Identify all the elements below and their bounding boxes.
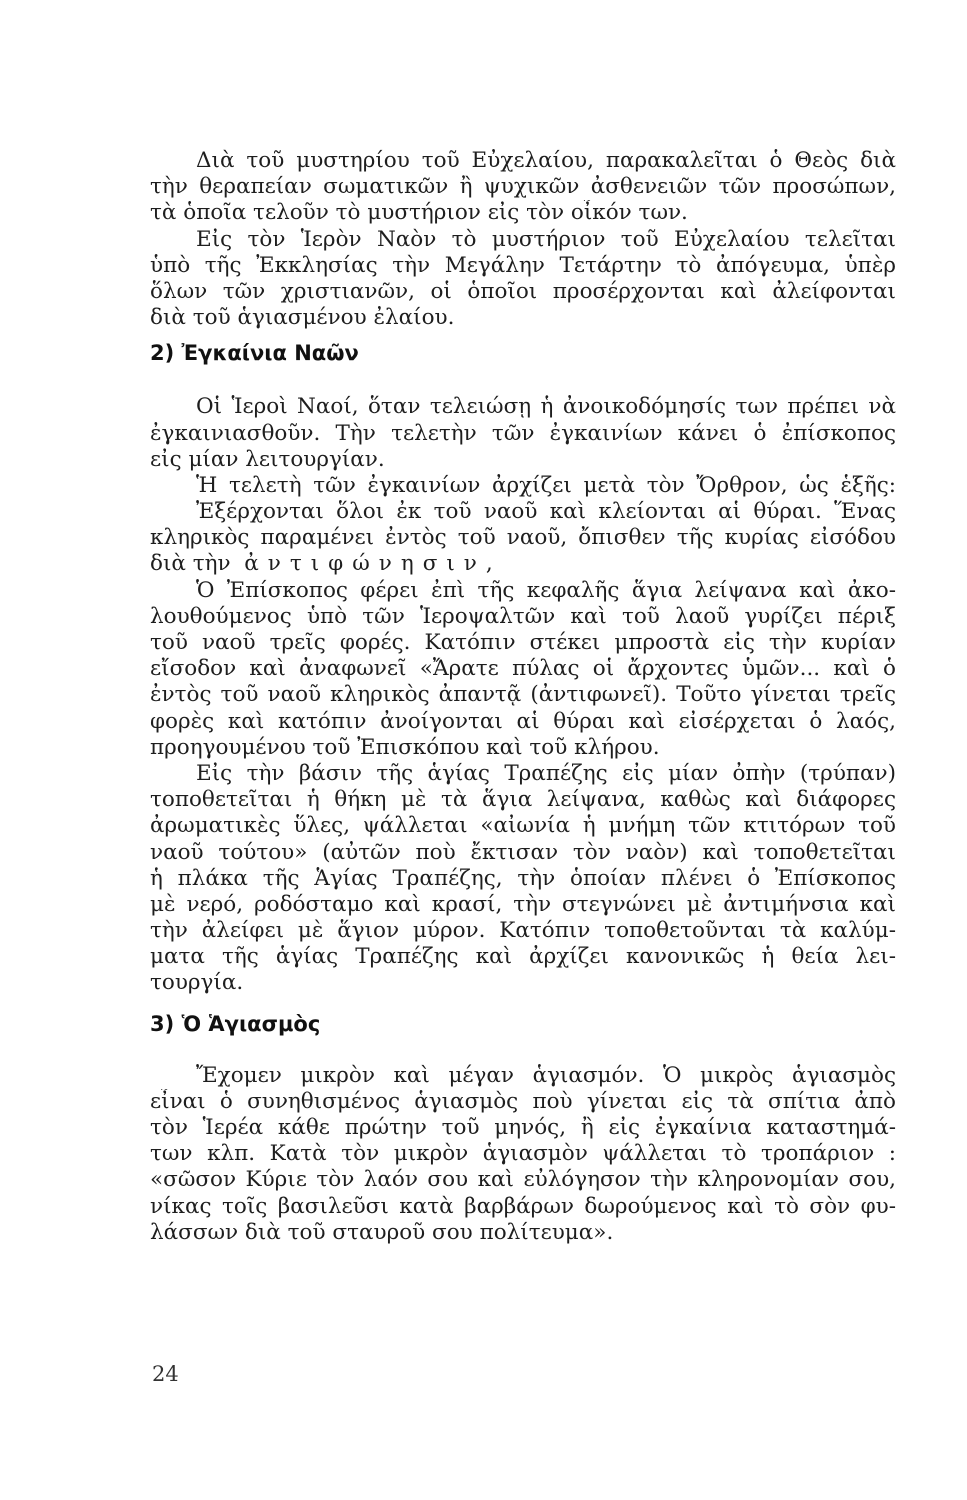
paragraph-euchelaion (150, 148, 896, 331)
text-line: ματα τῆς ἁγίας Τραπέζης καὶ ἀρχίζει κανονικῶς ἡ θεία λει- (150, 944, 896, 970)
text-line-antifonisin (150, 551, 896, 577)
text-line: εἴσοδον καὶ ἀναφωνεῖ «Ἄρατε πύλας οἱ ἄρχοντες ὑμῶν... καὶ ὁ (150, 656, 896, 682)
spaced-word-antifonisin: ἀντιφώνησιν, (244, 551, 502, 577)
text-line: Διὰ τοῦ μυστηρίου τοῦ Εὐχελαίου, παρακαλεῖται ὁ Θεὸς διὰ (196, 148, 896, 173)
text-line: εἶναι ὁ συνηθισμένος ἁγιασμὸς ποὺ γίνεται εἰς τὰ σπίτια ἀπὸ (150, 1088, 896, 1114)
text-line: ἡ πλάκα τῆς Ἁγίας Τραπέζης, τὴν ὁποίαν πλένει ὁ Ἐπίσκοπος (150, 865, 896, 891)
section-heading-egkainia: 2) Ἐγκαίνια Ναῶν (150, 341, 359, 366)
text-line: Εἰς τὴν βάσιν τῆς ἁγίας Τραπέζης εἰς μίαν ὀπὴν (τρύπαν) (196, 760, 896, 786)
text-line: τὰ ὁποῖα τελοῦν τὸ μυστήριον εἰς τὸν οἶκόν των. (150, 200, 688, 226)
text-line: ἀρωματικὲς ὕλες, ψάλλεται «αἰωνία ἡ μνήμη τῶν κτιτόρων τοῦ (150, 813, 896, 839)
paragraph-agiasmos (150, 1063, 896, 1246)
text-line: λουθούμενος ὑπὸ τῶν Ἱεροψαλτῶν καὶ τοῦ λαοῦ γυρίζει πέριξ (150, 603, 896, 629)
text-line: λάσσων διὰ τοῦ σταυροῦ σου πολίτευμα». (150, 1219, 614, 1245)
text-line: ὑπὸ τῆς Ἐκκλησίας τὴν Μεγάλην Τετάρτην τὸ ἀπόγευμα, ὑπὲρ (150, 252, 896, 278)
text-line: ἐγκαινιασθοῦν. Τὴν τελετὴν τῶν ἐγκαινίων κάνει ὁ ἐπίσκοπος (150, 420, 896, 446)
text-line: Ἔχομεν μικρὸν καὶ μέγαν ἁγιασμόν. Ὁ μικρὸς ἁγιασμὸς (196, 1062, 896, 1088)
text-line: τοποθετεῖται ἡ θήκη μὲ τὰ ἅγια λείψανα, καθὼς καὶ διάφορες (150, 787, 896, 813)
text-line: φορὲς καὶ κατόπιν ἀνοίγονται αἱ θύραι καὶ εἰσέρχεται ὁ λαός, (150, 708, 896, 734)
page-number: 24 (152, 1362, 179, 1386)
text-line: ἐντὸς τοῦ ναοῦ κληρικὸς ἀπαντᾷ (ἀντιφωνεῖ). Τοῦτο γίνεται τρεῖς (150, 682, 896, 708)
text-line: νίκας τοῖς βασιλεῦσι κατὰ βαρβάρων δωρούμενος καὶ τὸ σὸν φυ- (150, 1193, 896, 1219)
text-line: προηγουμένου τοῦ Ἐπισκόπου καὶ τοῦ κλήρου. (150, 734, 660, 760)
text-line: Ἡ τελετὴ τῶν ἐγκαινίων ἀρχίζει μετὰ τὸν Ὄρθρον, ὡς ἑξῆς: (196, 472, 896, 498)
text-line: Ὁ Ἐπίσκοπος φέρει ἐπὶ τῆς κεφαλῆς ἅγια λείψανα καὶ ἀκο- (196, 577, 896, 603)
text-line: ὅλων τῶν χριστιανῶν, οἱ ὁποῖοι προσέρχονται καὶ ἀλείφονται (150, 278, 896, 304)
section-heading-agiasmos: 3) Ὁ Ἁγιασμὸς (150, 1011, 321, 1036)
text-line: κληρικὸς παραμένει ἐντὸς τοῦ ναοῦ, ὄπισθεν τῆς κυρίας εἰσόδου (150, 525, 896, 551)
text-line: τουργία. (150, 970, 244, 996)
text-line: Οἱ Ἱεροὶ Ναοί, ὅταν τελειώσῃ ἡ ἀνοικοδόμησίς των πρέπει νὰ (196, 394, 896, 420)
text-line: τοῦ ναοῦ τρεῖς φορές. Κατόπιν στέκει μπροστὰ εἰς τὴν κυρίαν (150, 630, 896, 655)
text-line: τὴν θεραπείαν σωματικῶν ἢ ψυχικῶν ἀσθενειῶν τῶν προσώπων, (150, 174, 896, 200)
text-line: τὸν Ἱερέα κάθε πρώτην τοῦ μηνός, ἢ εἰς ἐγκαίνια καταστημά- (150, 1115, 896, 1140)
text-line: τὴν ἀλείφει μὲ ἅγιον μύρον. Κατόπιν τοποθετοῦνται τὰ καλύμ- (150, 918, 896, 944)
paragraph-egkainia (150, 394, 896, 996)
text-line: εἰς μίαν λειτουργίαν. (150, 446, 385, 472)
text-line: μὲ νερό, ροδόσταμο καὶ κρασί, τὴν στεγνώνει μὲ ἀντιμήνσια καὶ (150, 891, 896, 917)
text-fragment: διὰ τὴν (150, 551, 231, 577)
text-line: ναοῦ τούτου» (αὐτῶν ποὺ ἔκτισαν τὸν ναὸν) καὶ τοποθετεῖται (150, 839, 896, 865)
text-line: των κλπ. Κατὰ τὸν μικρὸν ἁγιασμὸν ψάλλεται τὸ τροπάριον : (150, 1141, 896, 1167)
text-line: «σῶσον Κύριε τὸν λαόν σου καὶ εὐλόγησον τὴν κληρονομίαν σου, (150, 1167, 896, 1193)
text-line: Ἐξέρχονται ὅλοι ἐκ τοῦ ναοῦ καὶ κλείονται αἱ θύραι. Ἕνας (196, 499, 896, 525)
text-line: Εἰς τὸν Ἱερὸν Ναὸν τὸ μυστήριον τοῦ Εὐχελαίου τελεῖται (196, 226, 896, 252)
text-line: διὰ τοῦ ἁγιασμένου ἐλαίου. (150, 305, 455, 331)
page-body (150, 148, 896, 1246)
